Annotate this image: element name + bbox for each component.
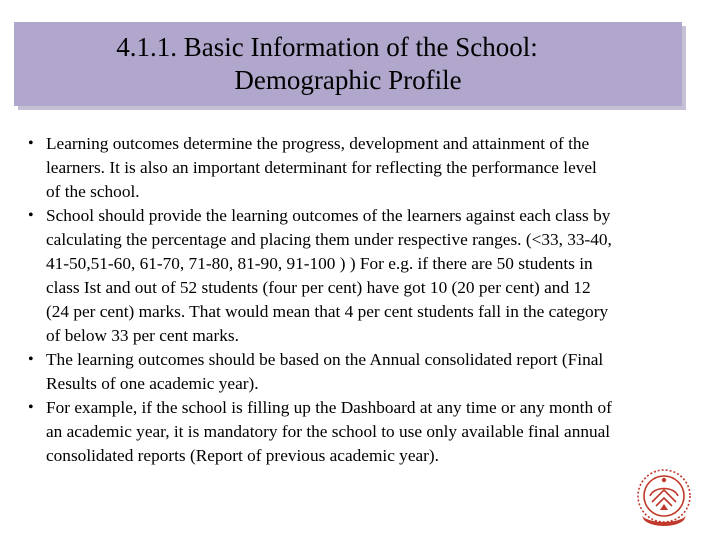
bullet-line: School should provide the learning outcomes of the learners against each class by	[46, 206, 611, 225]
bullet-icon: •	[28, 135, 34, 152]
bullet-icon: •	[28, 351, 34, 368]
bullet-item-1	[28, 132, 704, 204]
bullet-line: Learning outcomes determine the progress, development and attainment of the	[46, 134, 590, 153]
bullet-item-2	[28, 204, 704, 348]
bullet-line: For example, if the school is filling up the Dashboard at any time or any month of	[46, 398, 612, 417]
slide-title-line-2: Demographic Profile	[234, 65, 462, 95]
bullet-line: consolidated reports (Report of previous academic year).	[46, 446, 439, 465]
bullet-line: The learning outcomes should be based on the Annual consolidated report (Final	[46, 350, 604, 369]
bullet-line: 41-50,51-60, 61-70, 71-80, 81-90, 91-100 ) ) For e.g. if there are 50 students in	[46, 254, 593, 273]
bullet-line: of below 33 per cent marks.	[46, 326, 239, 345]
bullet-line: calculating the percentage and placing them under respective ranges. (<33, 33-40,	[46, 230, 612, 249]
bullet-line: class Ist and out of 52 students (four per cent) have got 10 (20 per cent) and 12	[46, 278, 591, 297]
bullet-icon: •	[28, 207, 34, 224]
emblem-logo-icon	[632, 466, 696, 530]
bullet-list	[28, 132, 704, 468]
slide-title-line-1: 4.1.1. Basic Information of the School:	[116, 32, 538, 62]
bullet-icon: •	[28, 399, 34, 416]
bullet-line: of the school.	[46, 182, 140, 201]
bullet-line: an academic year, it is mandatory for the school to use only available final annual	[46, 422, 611, 441]
bullet-line: Results of one academic year).	[46, 374, 259, 393]
bullet-item-3	[28, 348, 704, 396]
bullet-line: learners. It is also an important determinant for reflecting the performance level	[46, 158, 597, 177]
bullet-line: (24 per cent) marks. That would mean that 4 per cent students fall in the category	[46, 302, 609, 321]
bullet-item-4	[28, 396, 704, 468]
title-banner	[14, 22, 682, 106]
